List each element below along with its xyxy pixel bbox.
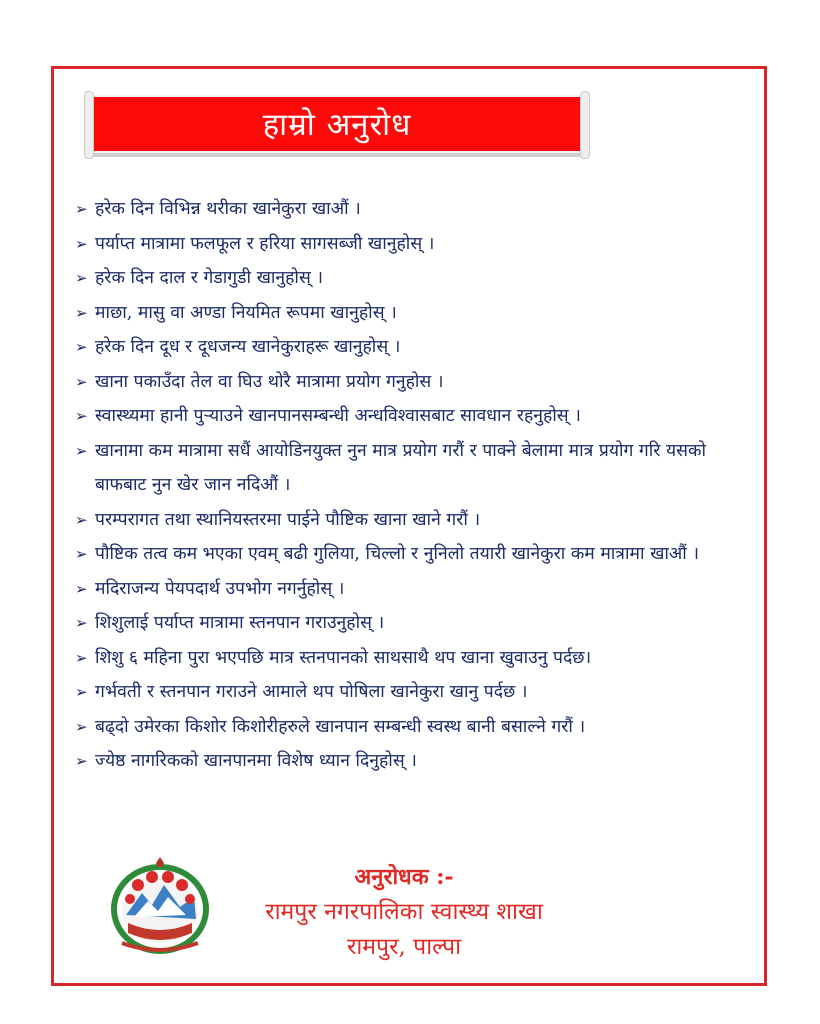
requester-block — [214, 860, 594, 964]
list-item-text: गर्भवती र स्तनपान गराउने आमाले थप पोषिला खानेकुरा खानु पर्दछ । — [95, 682, 528, 702]
arrow-bullet-icon: ➢ — [75, 683, 88, 701]
list-item-text: पौष्टिक तत्व कम भएका एवम् बढी गुलिया, चिल्लो र नुनिलो तयारी खानेकुरा कम मात्रामा खाऔं । — [95, 544, 699, 564]
list-item — [75, 744, 755, 779]
list-item — [75, 365, 755, 400]
list-item — [75, 503, 755, 538]
list-item-text: शिशुलाई पर्याप्त मात्रामा स्तनपान गराउनुहोस् । — [95, 613, 385, 633]
arrow-bullet-icon: ➢ — [75, 372, 88, 391]
list-item — [75, 537, 755, 572]
list-item — [75, 330, 755, 365]
list-item-text: हरेक दिन विभिन्न थरीका खानेकुरा खाऔं । — [95, 199, 361, 219]
list-item-text: ज्येष्ठ नागरिकको खानपानमा विशेष ध्यान दिनुहोस् । — [95, 751, 417, 771]
arrow-bullet-icon: ➢ — [75, 234, 88, 253]
banner-scroll-right — [580, 91, 590, 159]
list-item-text: मदिराजन्य पेयपदार्थ उपभोग नगर्नुहोस् । — [95, 578, 345, 599]
advice-list — [75, 192, 755, 779]
requester-office: रामपुर नगरपालिका स्वास्थ्य शाखा — [265, 899, 543, 925]
arrow-bullet-icon: ➢ — [75, 407, 88, 425]
arrow-bullet-icon: ➢ — [75, 579, 88, 598]
list-item-text: शिशु ६ महिना पुरा भएपछि मात्र स्तनपानको साथसाथै थप खाना खुवाउनु पर्दछ। — [95, 647, 592, 668]
list-item — [75, 227, 755, 262]
list-item — [75, 710, 755, 745]
list-item — [75, 606, 755, 641]
list-item-text: बढ्दो उमेरका किशोर किशोरीहरुले खानपान सम्बन्धी स्वस्थ बानी बसाल्ने गरौं । — [95, 716, 586, 737]
arrow-bullet-icon: ➢ — [75, 200, 88, 218]
list-item-text: खानामा कम मात्रामा सधैं आयोडिनयुक्त नुन मात्र प्रयोग गरौं र पाक्ने बेलामा मात्र प्रयोग गरि यसको बाफबाट नुन खेर जान नदिऔं । — [95, 440, 706, 495]
list-item-text: माछा, मासु वा अण्डा नियमित रूपमा खानुहोस् । — [95, 302, 397, 323]
list-item — [75, 641, 755, 676]
list-item — [75, 296, 755, 331]
arrow-bullet-icon: ➢ — [75, 545, 88, 563]
title-banner — [88, 95, 593, 165]
requester-label: अनुरोधक :- — [354, 864, 454, 890]
list-item — [75, 399, 755, 434]
arrow-bullet-icon: ➢ — [75, 752, 88, 770]
list-item-text: परम्परागत तथा स्थानियस्तरमा पाईने पौष्टिक खाना खाने गरौं । — [95, 509, 481, 530]
list-item — [75, 572, 755, 607]
list-item-text: स्वास्थ्यमा हानी पुर्‍याउने खानपानसम्बन्धी अन्धविश्वासबाट सावधान रहनुहोस् । — [95, 406, 581, 426]
banner-ribbon — [88, 95, 586, 153]
arrow-bullet-icon: ➢ — [75, 510, 88, 529]
arrow-bullet-icon: ➢ — [75, 338, 88, 356]
list-item — [75, 434, 755, 503]
arrow-bullet-icon: ➢ — [75, 303, 88, 322]
requester-place: रामपुर, पाल्पा — [346, 934, 462, 960]
arrow-bullet-icon: ➢ — [75, 648, 88, 667]
list-item-text: हरेक दिन दूध र दूधजन्य खानेकुराहरू खानुहोस् । — [95, 337, 401, 357]
list-item — [75, 192, 755, 227]
arrow-bullet-icon: ➢ — [75, 269, 88, 287]
list-item-text: खाना पकाउँदा तेल वा घिउ थोरै मात्रामा प्रयोग गनुहोस । — [95, 371, 444, 392]
list-item — [75, 675, 755, 710]
arrow-bullet-icon: ➢ — [75, 614, 88, 632]
arrow-bullet-icon: ➢ — [75, 441, 88, 460]
nepal-government-emblem-icon — [108, 857, 212, 957]
arrow-bullet-icon: ➢ — [75, 717, 88, 736]
banner-scroll-left — [84, 91, 94, 159]
list-item — [75, 261, 755, 296]
page-title: हाम्रो अनुरोध — [262, 107, 412, 143]
list-item-text: हरेक दिन दाल र गेडागुडी खानुहोस् । — [95, 268, 323, 288]
list-item-text: पर्याप्त मात्रामा फलफूल र हरिया सागसब्जी खानुहोस् । — [95, 233, 435, 254]
